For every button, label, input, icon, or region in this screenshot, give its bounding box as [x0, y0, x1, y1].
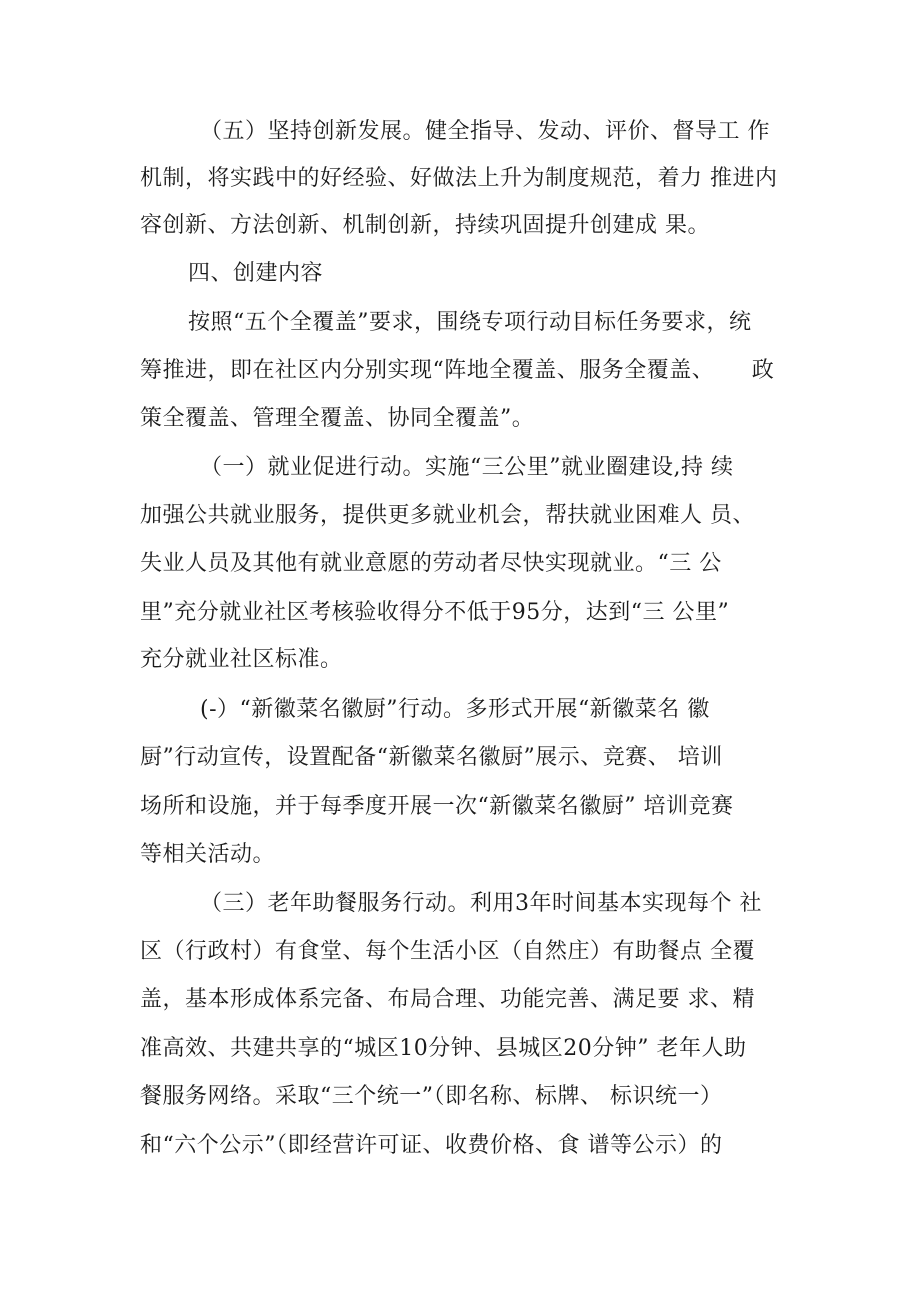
paragraph-1-line-2: 加强公共就业服务，提供更多就业机会，帮扶就业困难人 员、 [140, 503, 755, 528]
paragraph-1-line-1: （一）就业促进行动。实施“三公里”就业圈建设,持 续 [200, 455, 734, 480]
paragraph-3-line-4: 准高效、共建共享的“城区10分钟、县城区20分钟” 老年人助 [140, 1036, 747, 1061]
paragraph-intro-line-1: 按照“五个全覆盖”要求，围绕专项行动目标任务要求，统 [188, 310, 752, 335]
paragraph-2-line-1: (-）“新徽菜名徽厨”行动。多形式开展“新徽菜名 徽 [200, 697, 710, 722]
paragraph-2-line-3: 场所和设施，并于每季度开展一次“新徽菜名徽厨” 培训竞赛 [140, 794, 734, 819]
paragraph-3-line-6: 和“六个公示”（即经营许可证、收费价格、食 谱等公示）的 [140, 1133, 723, 1158]
paragraph-1-line-5: 充分就业社区标准。 [140, 647, 343, 672]
paragraph-1-line-3: 失业人员及其他有就业意愿的劳动者尽快实现就业。“三 公 [140, 551, 722, 576]
paragraph-3-line-5: 餐服务网络。采取“三个统一”（即名称、标牌、 标识统一） [140, 1084, 723, 1109]
paragraph-5-line-3: 容创新、方法创新、机制创新，持续巩固提升创建成 果。 [140, 213, 710, 238]
paragraph-2-line-2: 厨”行动宣传，设置配备“新徽菜名徽厨”展示、竞赛、 培训 [140, 745, 723, 770]
paragraph-3-line-3: 盖，基本形成体系完备、布局合理、功能完善、满足要 求、精 [140, 987, 755, 1012]
paragraph-intro-line-3: 策全覆盖、管理全覆盖、协同全覆盖”。 [140, 406, 535, 431]
section-heading-4: 四、创建内容 [188, 261, 324, 286]
paragraph-intro-line-2: 筹推进，即在社区内分别实现“阵地全覆盖、服务全覆盖、 政 [140, 358, 775, 383]
paragraph-2-line-4: 等相关活动。 [140, 842, 276, 867]
paragraph-3-line-1: （三）老年助餐服务行动。利用3年时间基本实现每个 社 [200, 891, 762, 916]
paragraph-1-line-4: 里”充分就业社区考核验收得分不低于95分，达到“三 公里” [140, 600, 730, 625]
paragraph-5-line-2: 机制，将实践中的好经验、好做法上升为制度规范，着力 推进内 [140, 166, 778, 191]
paragraph-3-line-2: 区（行政村）有食堂、每个生活小区（自然庄）有助餐点 全覆 [140, 939, 755, 964]
paragraph-5-line-1: （五）坚持创新发展。健全指导、发动、评价、督导工 作 [200, 119, 770, 144]
